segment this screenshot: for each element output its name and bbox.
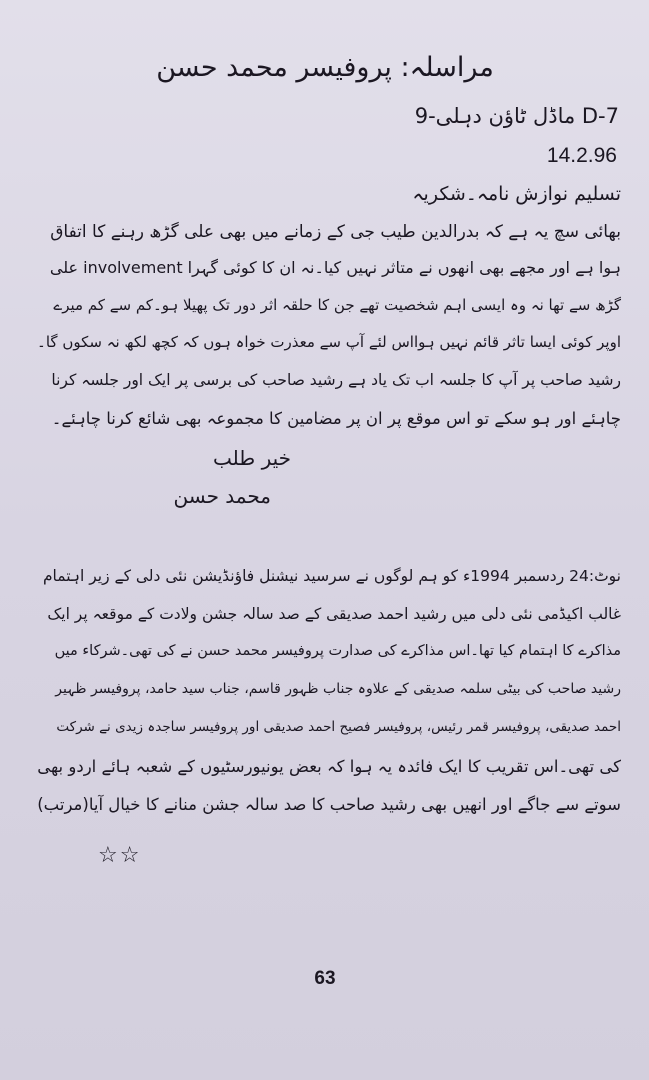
note-line: رشید صاحب کی بیٹی سلمہ صدیقی کے علاوہ جناب ظہور قاسم، جناب سید حامد، پروفیسر ظہیر — [55, 681, 621, 697]
letter-line: اوپر کوئی ایسا تاثر قائم نہیں ہوااس لئے آپ سے معذرت خواہ ہوں کہ کچھ لکھ نہ سکوں گا۔ — [37, 333, 621, 351]
letter-title: مراسلہ: پروفیسر محمد حسن — [156, 52, 494, 83]
note-line: غالب اکیڈمی نئی دلی میں رشید احمد صدیقی کے صد سالہ جشن ولادت کے موقعہ پر ایک — [47, 605, 621, 623]
letter-line: بھائی سچ یہ ہے کہ بدرالدین طیب جی کے زمانے میں بھی علی گڑھ رہنے کا اتفاق — [50, 222, 621, 242]
letter-line: رشید صاحب پر آپ کا جلسہ اب تک یاد ہے رشید صاحب کی برسی پر ایک اور جلسہ کرنا — [51, 371, 621, 389]
letter-line: تسلیم نوازش نامہ۔شکریہ — [412, 183, 621, 205]
end-stars-icon: ☆☆ — [98, 843, 142, 868]
letter-date: 14.2.96 — [546, 144, 617, 167]
note-line: سوتے سے جاگے اور انھیں بھی رشید صاحب کا صد سالہ جشن منانے کا خیال آیا(مرتب) — [37, 795, 621, 814]
letter-line: ہوا ہے اور مجھے بھی انھوں نے متاثر نہیں کیا۔نہ ان کا کوئی گہرا involvement علی — [49, 258, 621, 277]
page-number: 63 — [314, 968, 336, 989]
letter-signature: محمد حسن — [173, 484, 271, 508]
letter-line: گڑھ سے تھا نہ وہ ایسی اہم شخصیت تھے جن کا حلقہ اثر دور تک پھیلا ہو۔کم سے کم میرے — [53, 296, 621, 314]
sender-address: D-7 ماڈل ٹاؤن دہلی-9 — [414, 104, 619, 128]
letter-closing: خیر طلب — [213, 446, 291, 470]
note-line: مذاکرے کا اہتمام کیا تھا۔اس مذاکرے کی صدارت پروفیسر محمد حسن نے کی تھی۔شرکاء میں — [54, 643, 621, 659]
note-line: نوٹ:24 ردسمبر 1994ء کو ہم لوگوں نے سرسید نیشنل فاؤنڈیشن نئی دلی کے زیر اہتمام — [42, 567, 621, 585]
note-line: کی تھی۔اس تقریب کا ایک فائدہ یہ ہوا کہ بعض یونیورسٹیوں کے شعبہ ہائے اردو بھی — [37, 757, 621, 776]
note-line: احمد صدیقی، پروفیسر قمر رئیس، پروفیسر فصیح احمد صدیقی اور پروفیسر ساجدہ زیدی نے شرکت — [56, 719, 621, 735]
letter-line: چاہئے اور ہو سکے تو اس موقع پر ان پر مضامین کا مجموعہ بھی شائع کرنا چاہئے۔ — [51, 409, 621, 428]
